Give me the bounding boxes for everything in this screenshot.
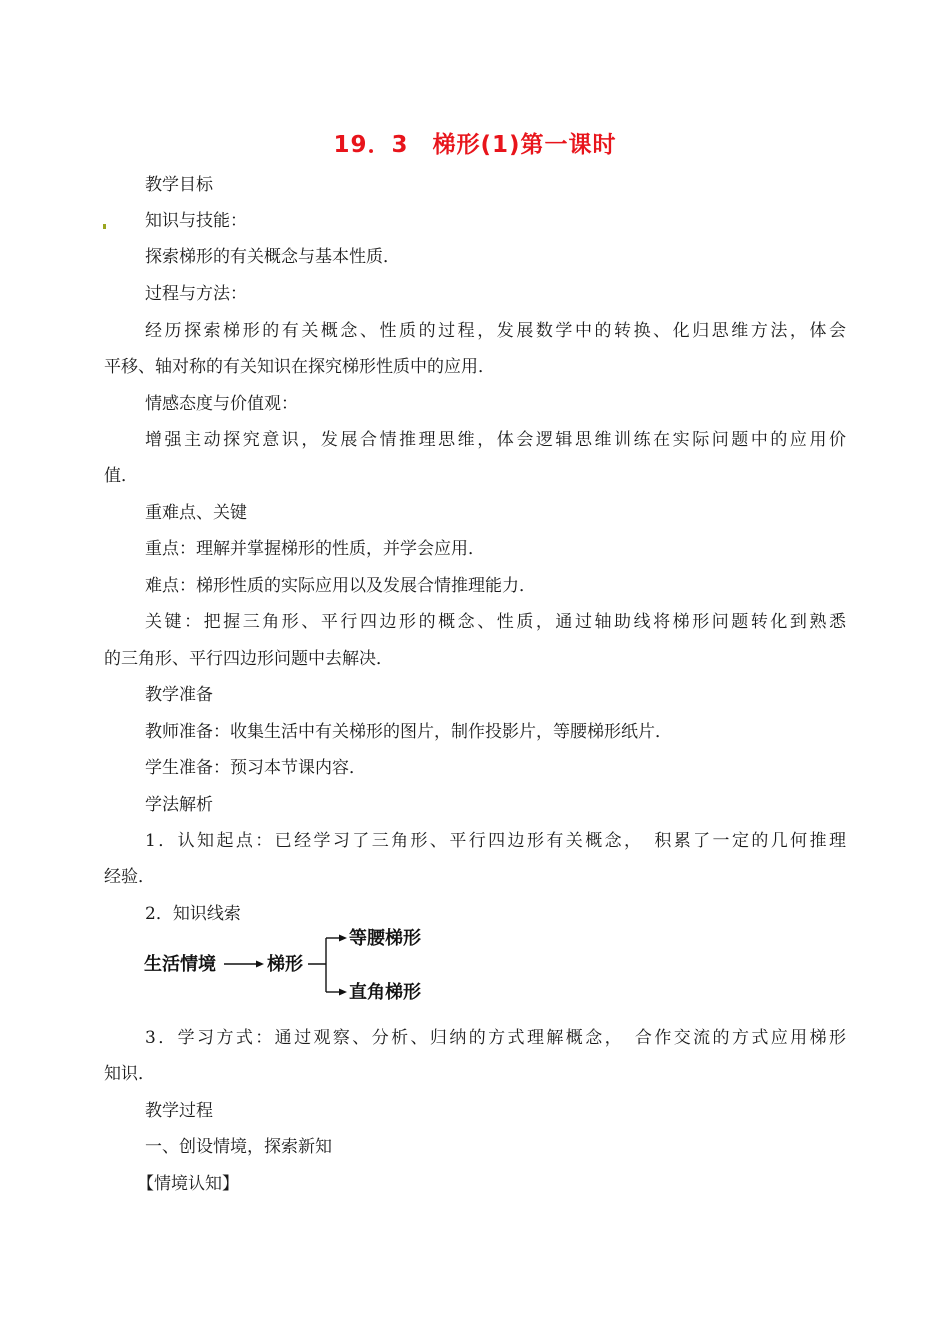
subheading-emotion-values: 情感态度与价值观： (145, 394, 298, 414)
paragraph-continuation: 的三角形、平行四边形问题中去解决． (104, 649, 393, 669)
diagram-node-middle: 梯形 (267, 954, 303, 975)
page-title: 19．3 梯形(1)第一课时 (333, 132, 617, 158)
paragraph: 经历探索梯形的有关概念、性质的过程，发展数学中的转换、化归思维方法，体会 (145, 321, 846, 341)
heading-teaching-prep: 教学准备 (145, 685, 213, 705)
diagram-arrowhead (339, 935, 347, 942)
paragraph-continuation: 值． (104, 466, 138, 486)
paragraph: 探索梯形的有关概念与基本性质． (145, 247, 400, 267)
paragraph: 关键：把握三角形、平行四边形的概念、性质，通过轴助线将梯形问题转化到熟悉 (145, 612, 846, 632)
paragraph: 教师准备：收集生活中有关梯形的图片，制作投影片，等腰梯形纸片． (145, 722, 672, 742)
diagram-arrowhead (256, 961, 264, 968)
heading-key-points: 重难点、关键 (145, 503, 247, 523)
heading-teaching-process: 教学过程 (145, 1101, 213, 1121)
subheading-knowledge-skills: 知识与技能： (145, 211, 247, 231)
heading-study-method: 学法解析 (145, 795, 213, 815)
knowledge-flow-diagram (140, 920, 450, 1015)
paragraph: 增强主动探究意识，发展合情推理思维，体会逻辑思维训练在实际问题中的应用价 (145, 430, 846, 450)
diagram-arrowhead (339, 989, 347, 996)
subheading-process-method: 过程与方法： (145, 284, 247, 304)
section-subheading: 【情境认知】 (137, 1174, 239, 1194)
paragraph: 学生准备：预习本节课内容． (145, 758, 366, 778)
paragraph: 重点：理解并掌握梯形的性质，并学会应用． (145, 539, 485, 559)
diagram-node-top: 等腰梯形 (349, 928, 421, 949)
heading-teaching-goals: 教学目标 (145, 175, 213, 195)
paragraph: 3．学习方式：通过观察、分析、归纳的方式理解概念， 合作交流的方式应用梯形 (145, 1028, 846, 1048)
margin-mark (103, 224, 106, 229)
section-heading: 一、创设情境，探索新知 (145, 1137, 332, 1157)
paragraph: 难点：梯形性质的实际应用以及发展合情推理能力． (145, 576, 536, 596)
paragraph-continuation: 平移、轴对称的有关知识在探究梯形性质中的应用． (104, 357, 495, 377)
paragraph: 1．认知起点：已经学习了三角形、平行四边形有关概念， 积累了一定的几何推理 (145, 831, 846, 851)
paragraph-continuation: 知识． (104, 1064, 155, 1084)
paragraph: 2．知识线索 (145, 904, 241, 924)
diagram-node-bottom: 直角梯形 (349, 982, 421, 1003)
diagram-node-start: 生活情境 (144, 954, 216, 975)
paragraph-continuation: 经验． (104, 867, 155, 887)
